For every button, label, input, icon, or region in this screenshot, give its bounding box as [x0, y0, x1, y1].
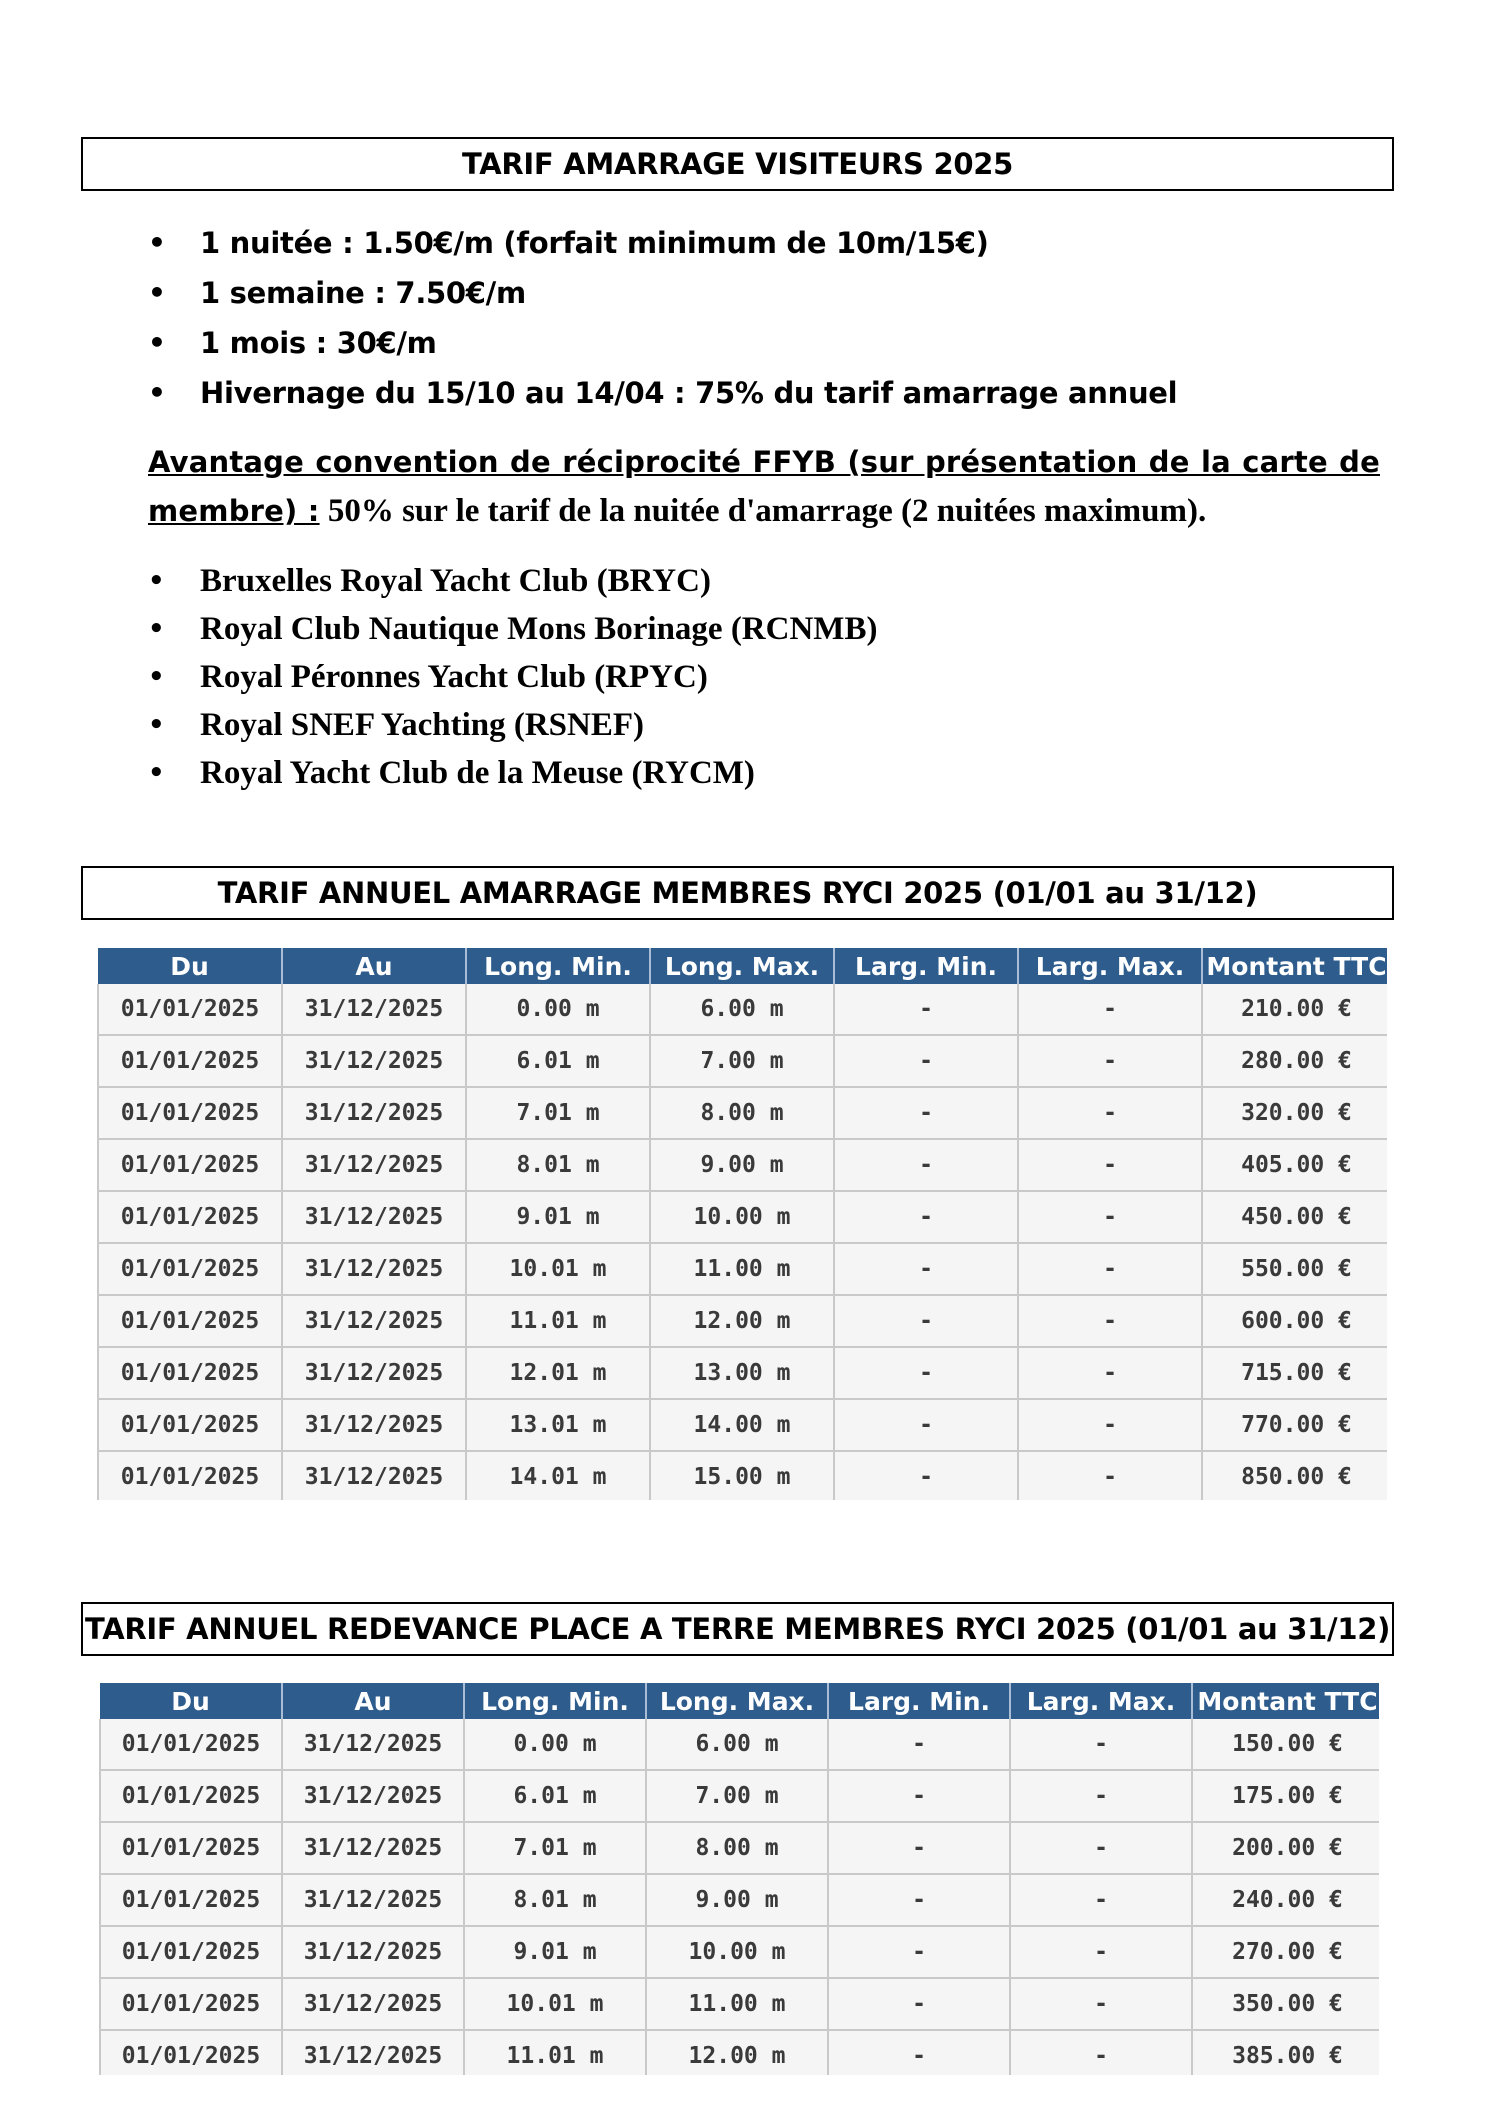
table-cell: 13.01 m	[466, 1399, 650, 1451]
table-cell: 14.00 m	[650, 1399, 834, 1451]
table-cell: 240.00 €	[1192, 1874, 1379, 1926]
table-cell: -	[1018, 1243, 1202, 1295]
table-cell: -	[828, 1822, 1010, 1874]
table-cell: -	[834, 1035, 1018, 1087]
table-cell: 200.00 €	[1192, 1822, 1379, 1874]
column-header: Long. Max.	[646, 1683, 828, 1719]
table-cell: 31/12/2025	[282, 1087, 466, 1139]
table-cell: 7.00 m	[646, 1770, 828, 1822]
mooring-rates-table	[97, 948, 1387, 1500]
table-cell: 31/12/2025	[282, 1451, 466, 1500]
table-cell: 385.00 €	[1192, 2030, 1379, 2075]
table-cell: 7.00 m	[650, 1035, 834, 1087]
column-header: Montant TTC	[1192, 1683, 1379, 1719]
table-cell: 31/12/2025	[282, 1035, 466, 1087]
table-cell: 12.00 m	[646, 2030, 828, 2075]
table-cell: 01/01/2025	[100, 1926, 282, 1978]
table-cell: 550.00 €	[1202, 1243, 1387, 1295]
table-cell: 715.00 €	[1202, 1347, 1387, 1399]
table-cell: 01/01/2025	[98, 1399, 282, 1451]
table-cell: 175.00 €	[1192, 1770, 1379, 1822]
table-cell: -	[828, 1926, 1010, 1978]
table-cell: 31/12/2025	[282, 984, 466, 1035]
table-row	[98, 1347, 1387, 1399]
table-cell: 7.01 m	[466, 1087, 650, 1139]
table-cell: 6.01 m	[464, 1770, 646, 1822]
table-cell: -	[828, 1978, 1010, 2030]
list-item: • 1 nuitée : 1.50€/m (forfait minimum de 10m/15€)	[148, 218, 1177, 268]
column-header: Du	[98, 948, 282, 984]
table-cell: 0.00 m	[464, 1719, 646, 1770]
table-cell: 01/01/2025	[98, 1087, 282, 1139]
table-cell: 10.01 m	[464, 1978, 646, 2030]
table-row	[98, 984, 1387, 1035]
table-cell: 31/12/2025	[282, 2030, 464, 2075]
table-cell: 31/12/2025	[282, 1243, 466, 1295]
table-cell: 31/12/2025	[282, 1347, 466, 1399]
table-cell: 01/01/2025	[100, 1719, 282, 1770]
table-cell: -	[1010, 2030, 1192, 2075]
convention-label: Avantage convention de réciprocité FFYB (sur présentation de la carte de	[148, 445, 1380, 479]
visitor-rates-title: TARIF AMARRAGE VISITEURS 2025	[81, 137, 1394, 191]
table-cell: 01/01/2025	[98, 1243, 282, 1295]
convention-label-end: membre) :	[148, 494, 320, 528]
table-cell: 405.00 €	[1202, 1139, 1387, 1191]
table-cell: -	[834, 1347, 1018, 1399]
table-cell: 31/12/2025	[282, 1874, 464, 1926]
table-cell: -	[828, 1719, 1010, 1770]
table-cell: 150.00 €	[1192, 1719, 1379, 1770]
table-row	[98, 1243, 1387, 1295]
column-header: Au	[282, 1683, 464, 1719]
table-cell: -	[834, 1139, 1018, 1191]
land-rates-table	[99, 1683, 1379, 2075]
table-cell: 31/12/2025	[282, 1399, 466, 1451]
table-cell: 10.01 m	[466, 1243, 650, 1295]
list-item: • Bruxelles Royal Yacht Club (BRYC)	[148, 557, 877, 605]
table-cell: -	[1010, 1719, 1192, 1770]
column-header: Larg. Min.	[828, 1683, 1010, 1719]
table-cell: 11.00 m	[650, 1243, 834, 1295]
table-cell: 600.00 €	[1202, 1295, 1387, 1347]
table-cell: 31/12/2025	[282, 1139, 466, 1191]
table-cell: 850.00 €	[1202, 1451, 1387, 1500]
table-cell: 31/12/2025	[282, 1770, 464, 1822]
table-cell: 12.01 m	[466, 1347, 650, 1399]
table-cell: 10.00 m	[650, 1191, 834, 1243]
table-row	[98, 1399, 1387, 1451]
table-cell: 14.01 m	[466, 1451, 650, 1500]
table-cell: 13.00 m	[650, 1347, 834, 1399]
table-cell: 31/12/2025	[282, 1295, 466, 1347]
table-cell: 01/01/2025	[98, 984, 282, 1035]
table-cell: -	[1018, 1087, 1202, 1139]
list-item: • 1 mois : 30€/m	[148, 318, 1177, 368]
table-cell: 11.01 m	[466, 1295, 650, 1347]
table-cell: 01/01/2025	[98, 1451, 282, 1500]
table-row	[100, 2030, 1379, 2075]
column-header: Montant TTC	[1202, 948, 1387, 984]
table-cell: 01/01/2025	[100, 1822, 282, 1874]
table-cell: 01/01/2025	[98, 1035, 282, 1087]
table-cell: -	[1018, 1347, 1202, 1399]
table-cell: 01/01/2025	[98, 1347, 282, 1399]
table-row	[100, 1770, 1379, 1822]
table-cell: 11.01 m	[464, 2030, 646, 2075]
table-cell: -	[828, 1874, 1010, 1926]
table-row	[100, 1822, 1379, 1874]
table-cell: 15.00 m	[650, 1451, 834, 1500]
table-cell: 9.00 m	[650, 1139, 834, 1191]
table-cell: 280.00 €	[1202, 1035, 1387, 1087]
mooring-rates-title: TARIF ANNUEL AMARRAGE MEMBRES RYCI 2025 (01/01 au 31/12)	[81, 866, 1394, 920]
table-row	[98, 1191, 1387, 1243]
column-header: Larg. Min.	[834, 948, 1018, 984]
table-cell: 01/01/2025	[98, 1295, 282, 1347]
table-cell: 31/12/2025	[282, 1822, 464, 1874]
table-cell: -	[1018, 1399, 1202, 1451]
table-cell: 7.01 m	[464, 1822, 646, 1874]
column-header: Larg. Max.	[1018, 948, 1202, 984]
table-cell: 0.00 m	[466, 984, 650, 1035]
table-row	[98, 1295, 1387, 1347]
land-rates-title: TARIF ANNUEL REDEVANCE PLACE A TERRE MEMBRES RYCI 2025 (01/01 au 31/12)	[81, 1602, 1394, 1656]
table-row	[98, 1087, 1387, 1139]
table-cell: -	[1010, 1770, 1192, 1822]
table-cell: 8.01 m	[466, 1139, 650, 1191]
table-cell: 9.01 m	[464, 1926, 646, 1978]
table-cell: -	[1018, 1191, 1202, 1243]
table-cell: -	[834, 1295, 1018, 1347]
list-item: • Royal Club Nautique Mons Borinage (RCNMB)	[148, 605, 877, 653]
reciprocity-convention	[148, 438, 1380, 536]
table-cell: -	[1010, 1926, 1192, 1978]
table-row	[98, 1451, 1387, 1500]
table-cell: -	[834, 1087, 1018, 1139]
table-cell: 6.00 m	[646, 1719, 828, 1770]
table-cell: 9.01 m	[466, 1191, 650, 1243]
table-header-row	[98, 948, 1387, 984]
table-row	[100, 1874, 1379, 1926]
table-cell: -	[1018, 984, 1202, 1035]
visitor-rates-list	[148, 218, 1177, 418]
table-cell: 6.01 m	[466, 1035, 650, 1087]
table-cell: 31/12/2025	[282, 1191, 466, 1243]
table-row	[100, 1719, 1379, 1770]
table-cell: -	[834, 984, 1018, 1035]
list-item: • Hivernage du 15/10 au 14/04 : 75% du tarif amarrage annuel	[148, 368, 1177, 418]
table-cell: 210.00 €	[1202, 984, 1387, 1035]
table-cell: 01/01/2025	[100, 1770, 282, 1822]
convention-text: 50% sur le tarif de la nuitée d'amarrage (2 nuitées maximum).	[319, 493, 1207, 529]
column-header: Long. Min.	[464, 1683, 646, 1719]
table-cell: -	[834, 1451, 1018, 1500]
table-cell: -	[834, 1191, 1018, 1243]
partner-clubs-list	[148, 557, 877, 797]
table-cell: 01/01/2025	[98, 1191, 282, 1243]
table-cell: -	[1018, 1451, 1202, 1500]
table-cell: 770.00 €	[1202, 1399, 1387, 1451]
table-row	[100, 1978, 1379, 2030]
table-cell: 01/01/2025	[100, 1874, 282, 1926]
table-header-row	[100, 1683, 1379, 1719]
table-cell: -	[1018, 1139, 1202, 1191]
column-header: Long. Min.	[466, 948, 650, 984]
table-cell: -	[1018, 1035, 1202, 1087]
column-header: Long. Max.	[650, 948, 834, 984]
list-item: • Royal Péronnes Yacht Club (RPYC)	[148, 653, 877, 701]
table-row	[98, 1035, 1387, 1087]
table-cell: -	[1010, 1874, 1192, 1926]
table-cell: -	[1018, 1295, 1202, 1347]
column-header: Larg. Max.	[1010, 1683, 1192, 1719]
column-header: Au	[282, 948, 466, 984]
table-cell: -	[1010, 1822, 1192, 1874]
table-cell: 320.00 €	[1202, 1087, 1387, 1139]
table-cell: 31/12/2025	[282, 1719, 464, 1770]
table-cell: 270.00 €	[1192, 1926, 1379, 1978]
table-cell: 01/01/2025	[100, 2030, 282, 2075]
mooring-table-container	[97, 948, 1387, 1500]
table-cell: 31/12/2025	[282, 1926, 464, 1978]
table-cell: -	[1010, 1978, 1192, 2030]
table-cell: -	[828, 2030, 1010, 2075]
table-cell: 12.00 m	[650, 1295, 834, 1347]
table-cell: 01/01/2025	[98, 1139, 282, 1191]
table-cell: -	[834, 1399, 1018, 1451]
list-item: • Royal SNEF Yachting (RSNEF)	[148, 701, 877, 749]
table-cell: 8.00 m	[650, 1087, 834, 1139]
list-item: • Royal Yacht Club de la Meuse (RYCM)	[148, 749, 877, 797]
table-cell: 31/12/2025	[282, 1978, 464, 2030]
table-cell: -	[828, 1770, 1010, 1822]
table-cell: -	[834, 1243, 1018, 1295]
table-cell: 01/01/2025	[100, 1978, 282, 2030]
table-row	[100, 1926, 1379, 1978]
table-cell: 8.01 m	[464, 1874, 646, 1926]
table-row	[98, 1139, 1387, 1191]
list-item: • 1 semaine : 7.50€/m	[148, 268, 1177, 318]
table-cell: 10.00 m	[646, 1926, 828, 1978]
table-cell: 11.00 m	[646, 1978, 828, 2030]
table-cell: 450.00 €	[1202, 1191, 1387, 1243]
table-cell: 6.00 m	[650, 984, 834, 1035]
land-table-container	[99, 1683, 1379, 2075]
column-header: Du	[100, 1683, 282, 1719]
table-cell: 9.00 m	[646, 1874, 828, 1926]
table-cell: 8.00 m	[646, 1822, 828, 1874]
table-cell: 350.00 €	[1192, 1978, 1379, 2030]
